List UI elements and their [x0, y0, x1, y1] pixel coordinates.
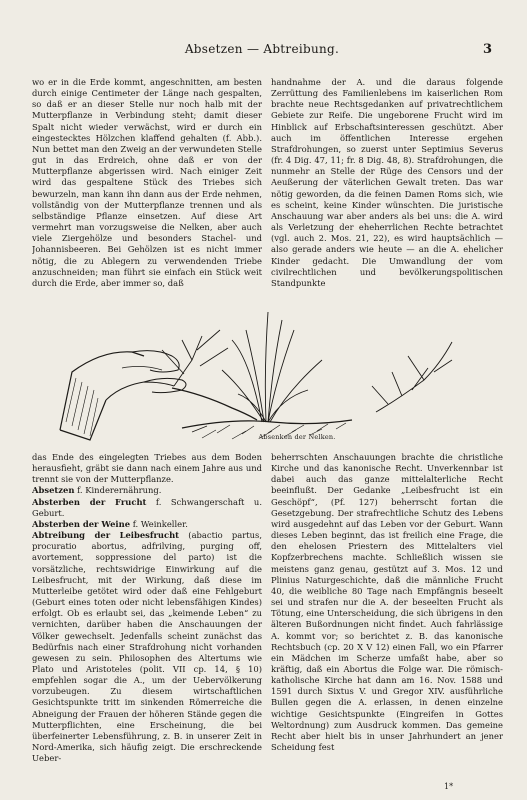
entry-absterben-frucht [32, 497, 262, 519]
entry-term: Absterben der Weine [32, 518, 131, 529]
entry-text: das Ende des eingelegten Triebes aus dem Boden herausfieht, gräbt sie dann nach einem Jahre aus und trennt sie von der Mutterpflanze. [32, 452, 262, 485]
column-bottom-right [271, 452, 503, 777]
figure-caption: Absenken der Nelken. [258, 433, 336, 441]
column-bottom-left [32, 452, 262, 777]
paragraph: beherrschten Anschauungen brachte die christliche Kirche und das kanonische Recht. Unverkennbar ist dabei auch das ganze mittelalterliche Recht beeinflußt. Der Gedanke „Leibesfrucht ist ein Geschöpf“, (Pf. 127) beherrscht fortan die Gesetzgebung. Der strafrechtliche Schutz des Lebens wird ausgedehnt auf das Leben vor der Geburt. Wann dieses Leben beginnt, das ist freilich eine Frage, die den ehelosen Priestern des Mittelalters viel Kopfzerbrechens machte. Schließlich wissen sie meistens ganz genau, gestützt auf 3. Mos. 12 und Plinius Naturgeschichte, daß die männliche Frucht 40, die weibliche 80 Tage nach Empfängnis beseelt sei und strafen nur die A. der beseelten Frucht als Tötung, eine Unterscheidung, die sich übrigens in den älteren Bußordnungen nicht findet. Auch fahrlässige A. kommt vor; so berichtet z. B. das kanonische Rechtsbuch (cp. 20 X V 12) einen Fall, wo ein Pfarrer ein Mädchen im Scherze umfaßt habe, aber so kräftig, daß ein Abortus die Folge war. Die römisch-katholische Kirche hat dann am 16. Nov. 1588 und 1591 durch Sixtus V. und Gregor XIV. ausführliche Bullen gegen die A. erlassen, in denen einzelne wichtige Gesichtspunkte (Eingreifen in Gottes Weltordnung) zum Ausdruck kommen. Das gemeine Recht aber hielt bis in unser Jahrhundert an jener Scheidung fest [271, 452, 503, 753]
page-header [32, 42, 492, 60]
entry-text: (abactio partus, procuratio abortus, adfrilving, purging off, avortement, soppressione del parto) ist die vorsätzliche, rechtswidrige Einwirkung auf die Leibesfrucht, mit der Wirkung, daß diese im Mutterleibe getötet wird oder daß eine Fehlgeburt (Geburt eines toten oder nicht lebensfähigen Kindes) erfolgt. Ob es erlaubt sei, das „keimende Leben“ zu vernichten, darüber haben die Anschauungen der Völker gewechselt. Jedenfalls scheint zunächst das Bedürfnis nach einer Strafdrohung nicht vorhanden gewesen zu sein. Philosophen des Altertums wie Plato und Aristoteles (polit. VII cp. 14, § 10) empfehlen sogar die A., um der Uebervölkerung vorzubeugen. Zu diesem wirtschaftlichen Gesichtspunkte tritt im sinkenden Römerreiche die Abneigung der Frauen der höheren Stände gegen die Mutterpflichten, eine Erscheinung, die bei überfeinerter Lebensführung, z. B. in unserer Zeit in Nord-Amerika, sich häufig zeigt. Die erschreckende Ueber- [32, 530, 262, 764]
paragraph: handnahme der A. und die daraus folgende Zerrüttung des Familienlebens im kaiserlichen Rom brachte neue Rechtsgedanken auf privatrechtlichem Gebiete zur Reife. Die ungeborene Frucht wird im Hinblick auf Erbschaftsinteressen geschützt. Aber auch im öffentlichen Interesse ergehen Strafdrohungen, so zuerst unter Septimius Severus (fr. 4 Dig. 47, 11; fr. 8 Dig. 48, 8). Strafdrohungen, die nunmehr an Stelle der Rüge des Censors und der Aeußerung der väterlichen Gewalt treten. Das war nötig geworden, da die feinen Damen Roms sich, wie es scheint, keine Kinder wünschten. Die juristische Anschauung war aber anders als bei uns: die A. wird als Verletzung der eheherrlichen Rechte betrachtet (vgl. auch 2. Mos. 21, 22), es wird hauptsächlich — also gerade anders wie heute — an die A. ehelicher Kinder gedacht. Die Umwandlung der vom civilrechtlichen und bevölkerungspolitischen Standpunkte [271, 77, 503, 288]
entry-abtreibung [32, 530, 262, 764]
entry-text: f. Kinderernährung. [77, 485, 162, 496]
entry-continuation [32, 452, 262, 485]
paragraph: wo er in die Erde kommt, angeschnitten, am besten durch einige Centimeter der Länge nach gespalten, so daß er an dieser Stelle nur noch halb mit der Mutterpflanze in Verbindung steht; damit dieser Spalt nicht wieder verwächst, wird er durch ein eingestecktes Hölzchen klaffend gehalten (f. Abb.). Nun bettet man den Zweig an der verwundeten Stelle gut in das Erdreich, ohne daß er von der Mutterpflanze abgerissen wird. Nach einiger Zeit wird das gespaltene Stück des Triebes sich bewurzeln, man kann ihn dann aus der Erde nehmen, vollständig von der Mutterpflanze trennen und als selbständige Pflanze einsetzen. Auf diese Art vermehrt man vorzugsweise die Nelken, aber auch viele Ziergehölze und besonders Stachel- und Johannisbeeren. Bei Gehölzen ist es nicht immer nötig, die zu Ablegern zu verwendenden Triebe anzuschneiden; man führt sie einfach ein Stück weit durch die Erde, aber immer so, daß [32, 77, 262, 288]
column-top-right [271, 77, 503, 289]
column-top-left [32, 77, 262, 289]
entry-term: Abtreibung der Leibesfrucht [32, 530, 180, 541]
running-head: Absetzen — Abtreibung. [184, 42, 340, 56]
entry-text: f. Schwangerschaft u. Geburt. [32, 496, 262, 518]
plant-illustration [32, 290, 504, 450]
signature-mark: 1* [444, 782, 454, 791]
entry-term: Absetzen [32, 485, 75, 496]
illustration-layering-carnations [32, 290, 504, 450]
entry-text: f. Weinkeller. [132, 518, 188, 529]
entry-absterben-weine [32, 519, 262, 530]
page-number: 3 [482, 42, 492, 57]
entry-absetzen [32, 485, 262, 496]
entry-term: Absterben der Frucht [32, 496, 147, 507]
